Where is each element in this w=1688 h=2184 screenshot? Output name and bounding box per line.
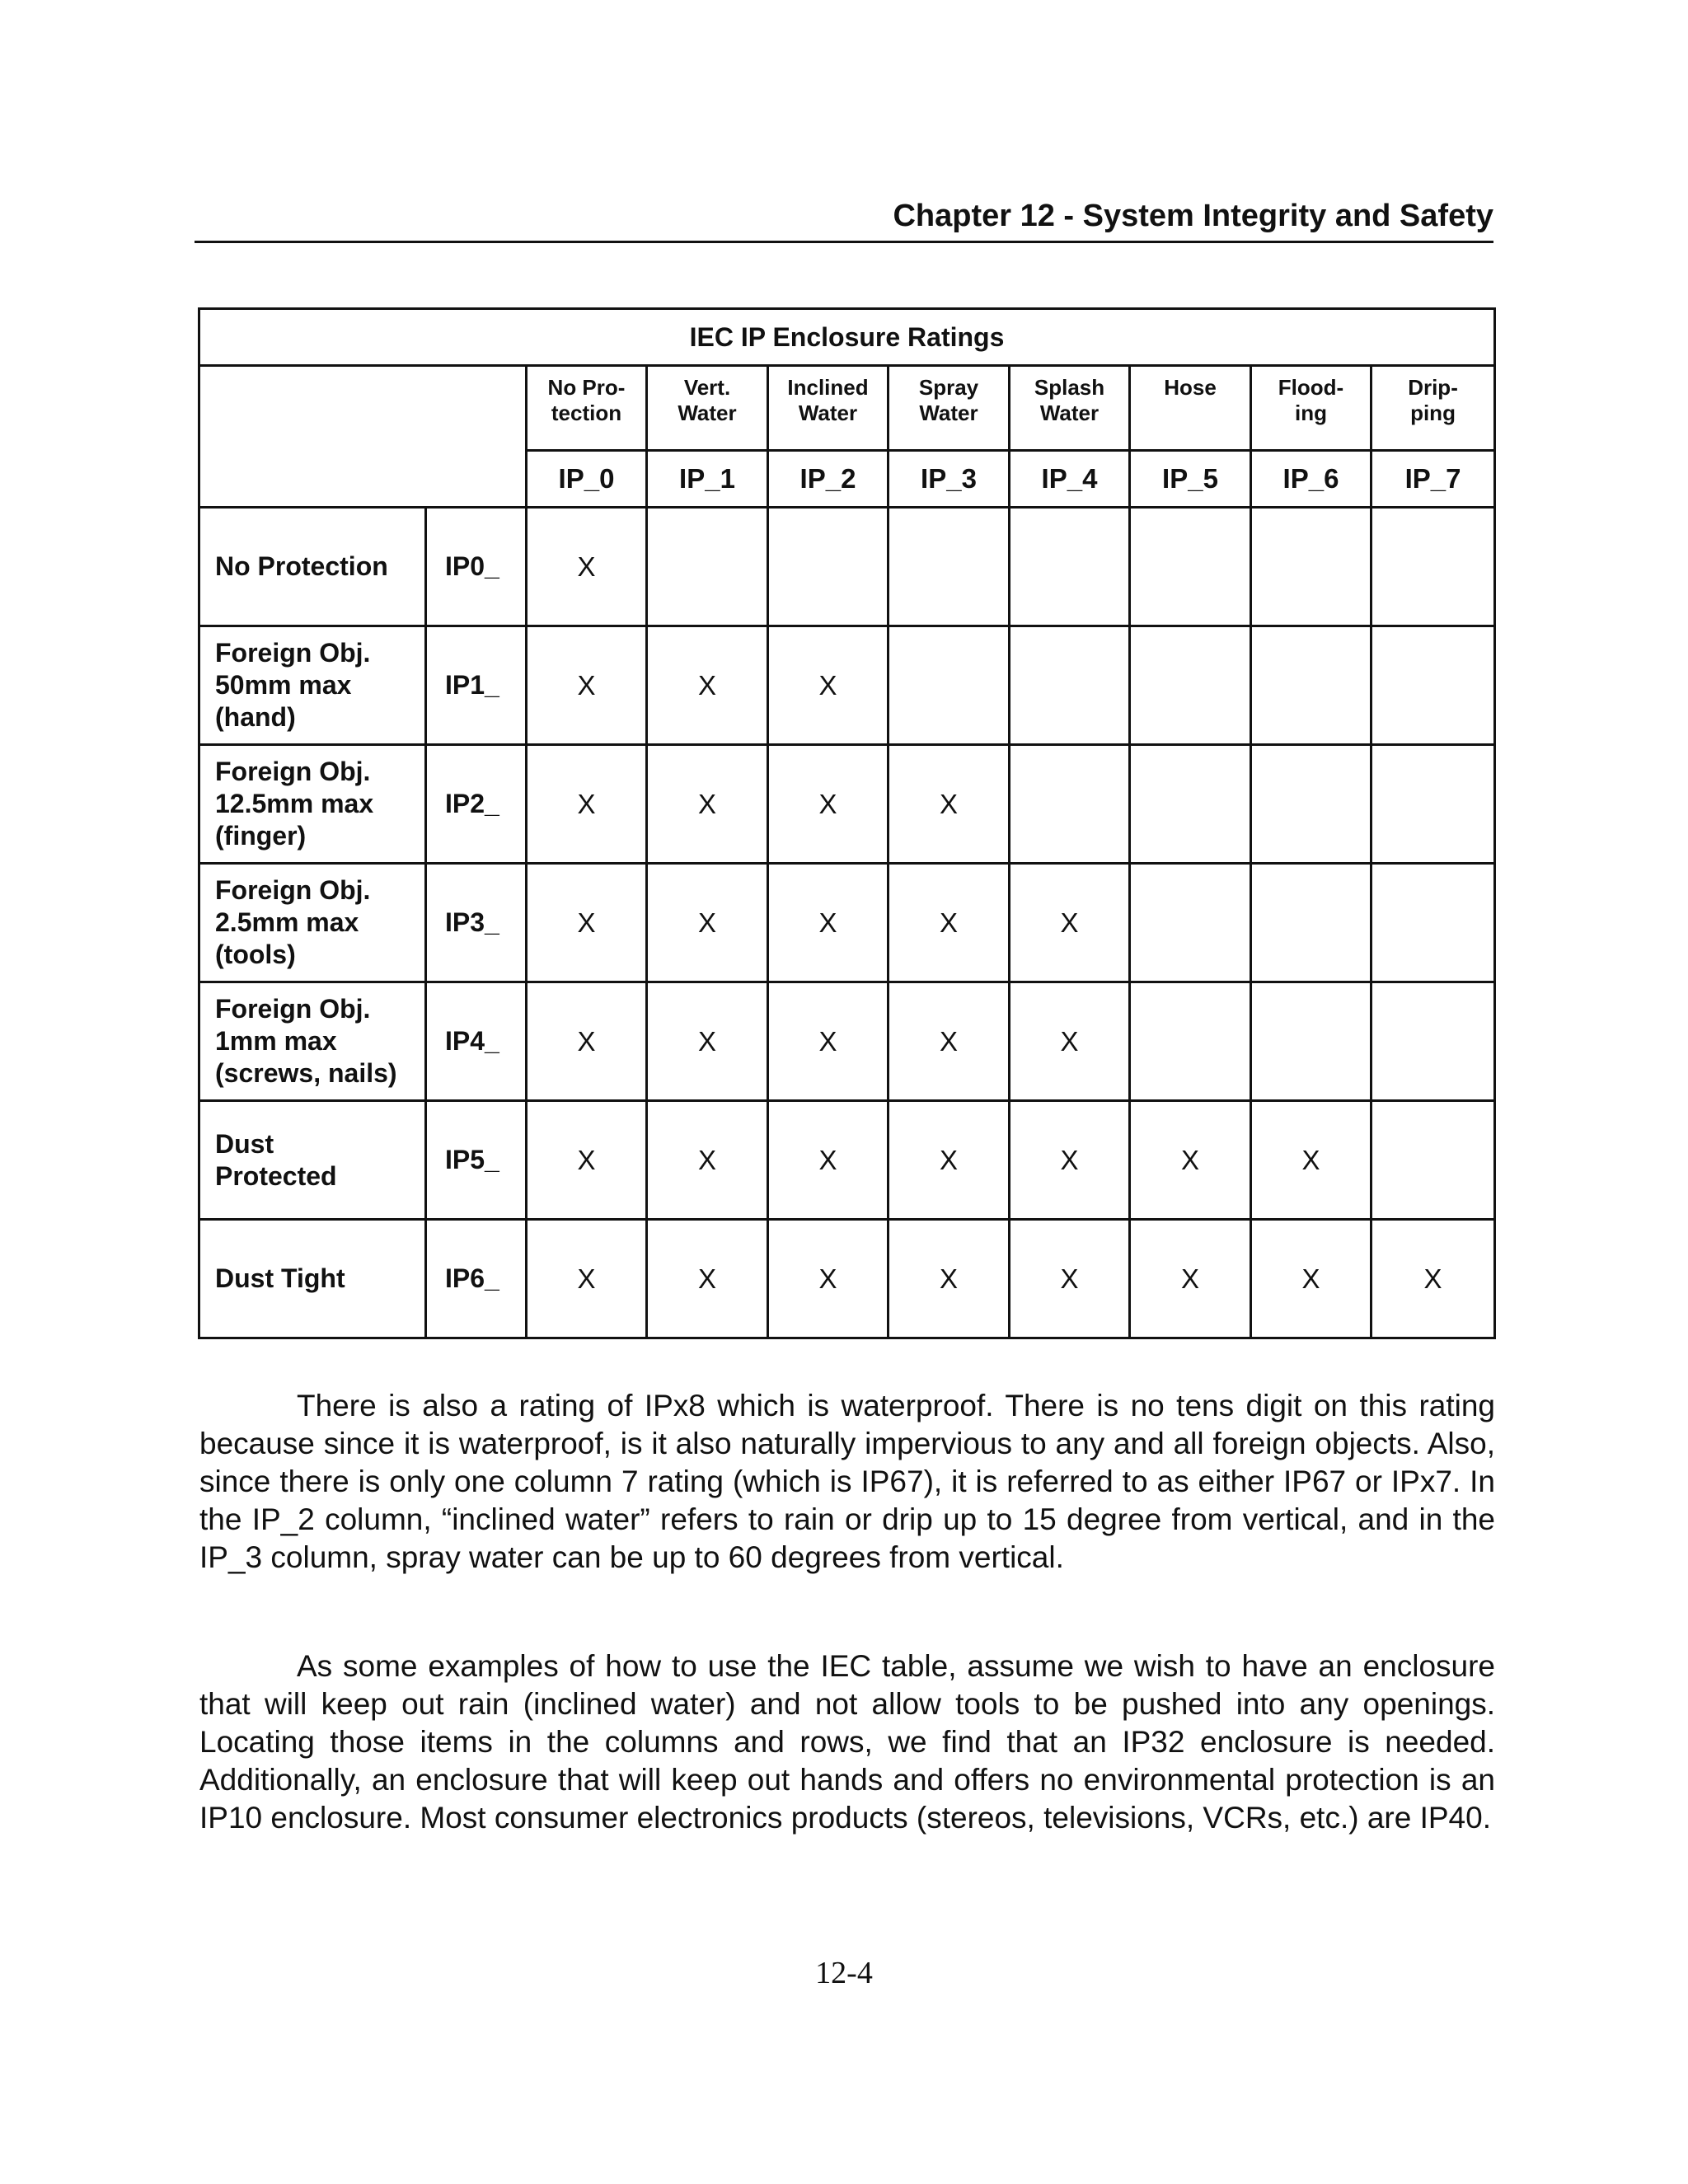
row-code: IP3_ bbox=[426, 864, 527, 982]
rating-cell: X bbox=[1130, 1101, 1251, 1220]
row-label-text: No Protection bbox=[215, 551, 388, 581]
column-code: IP_5 bbox=[1130, 451, 1251, 508]
rating-cell: X bbox=[768, 1101, 889, 1220]
rating-cell bbox=[1372, 508, 1495, 626]
rating-cell: X bbox=[647, 1101, 768, 1220]
column-code: IP_2 bbox=[768, 451, 889, 508]
row-label bbox=[199, 1101, 426, 1220]
rating-cell: X bbox=[889, 1220, 1010, 1338]
page-number: 12-4 bbox=[815, 1956, 873, 1990]
table-row bbox=[199, 1220, 1495, 1338]
rating-cell: X bbox=[768, 864, 889, 982]
rating-cell: X bbox=[527, 1220, 647, 1338]
chapter-header: Chapter 12 - System Integrity and Safety bbox=[195, 196, 1493, 243]
rating-cell: X bbox=[527, 745, 647, 864]
column-code: IP_4 bbox=[1010, 451, 1130, 508]
rating-cell bbox=[1130, 864, 1251, 982]
rating-cell: X bbox=[768, 626, 889, 745]
table-row bbox=[199, 1101, 1495, 1220]
row-label bbox=[199, 1220, 426, 1338]
rating-cell: X bbox=[1251, 1220, 1372, 1338]
table-row bbox=[199, 745, 1495, 864]
rating-cell: X bbox=[527, 982, 647, 1101]
rating-cell: X bbox=[647, 626, 768, 745]
column-code: IP_0 bbox=[527, 451, 647, 508]
rating-cell: X bbox=[527, 626, 647, 745]
rating-cell: X bbox=[647, 864, 768, 982]
row-label bbox=[199, 982, 426, 1101]
column-header-label: Vert. Water bbox=[678, 375, 737, 425]
row-label-text: Foreign Obj. 2.5mm max (tools) bbox=[215, 875, 371, 969]
row-label bbox=[199, 508, 426, 626]
table-row bbox=[199, 508, 1495, 626]
column-header bbox=[527, 366, 647, 451]
rating-cell bbox=[1130, 982, 1251, 1101]
row-label-text: Foreign Obj. 50mm max (hand) bbox=[215, 638, 371, 732]
rating-cell bbox=[1010, 745, 1130, 864]
column-code: IP_1 bbox=[647, 451, 768, 508]
row-label bbox=[199, 626, 426, 745]
rating-cell: X bbox=[889, 745, 1010, 864]
rating-cell: X bbox=[889, 1101, 1010, 1220]
row-code: IP2_ bbox=[426, 745, 527, 864]
rating-cell: X bbox=[1010, 982, 1130, 1101]
rating-cell: X bbox=[647, 745, 768, 864]
column-header bbox=[768, 366, 889, 451]
table-corner bbox=[199, 366, 527, 508]
row-label-text: Dust Protected bbox=[215, 1128, 337, 1191]
rating-cell: X bbox=[647, 1220, 768, 1338]
rating-cell: X bbox=[889, 982, 1010, 1101]
rating-cell: X bbox=[1010, 1101, 1130, 1220]
rating-cell: X bbox=[768, 745, 889, 864]
rating-cell: X bbox=[889, 864, 1010, 982]
rating-cell bbox=[1372, 864, 1495, 982]
column-header-label: No Pro- tection bbox=[547, 375, 626, 425]
row-code: IP6_ bbox=[426, 1220, 527, 1338]
row-label bbox=[199, 745, 426, 864]
rating-cell bbox=[647, 508, 768, 626]
rating-cell: X bbox=[1130, 1220, 1251, 1338]
rating-cell: X bbox=[647, 982, 768, 1101]
column-header-label: Splash Water bbox=[1034, 375, 1105, 425]
column-code: IP_6 bbox=[1251, 451, 1372, 508]
rating-cell bbox=[1251, 626, 1372, 745]
row-code: IP5_ bbox=[426, 1101, 527, 1220]
column-header bbox=[889, 366, 1010, 451]
row-label bbox=[199, 864, 426, 982]
rating-cell: X bbox=[1372, 1220, 1495, 1338]
column-header-label: Flood- ing bbox=[1278, 375, 1344, 425]
column-code: IP_7 bbox=[1372, 451, 1495, 508]
rating-cell bbox=[889, 508, 1010, 626]
rating-cell: X bbox=[527, 864, 647, 982]
column-header-label: Inclined Water bbox=[787, 375, 869, 425]
rating-cell bbox=[1251, 982, 1372, 1101]
rating-cell bbox=[768, 508, 889, 626]
column-header bbox=[1372, 366, 1495, 451]
row-code: IP4_ bbox=[426, 982, 527, 1101]
column-header bbox=[1130, 366, 1251, 451]
rating-cell bbox=[1372, 626, 1495, 745]
column-code: IP_3 bbox=[889, 451, 1010, 508]
rating-cell bbox=[1372, 1101, 1495, 1220]
rating-cell: X bbox=[1251, 1101, 1372, 1220]
rating-cell: X bbox=[1010, 864, 1130, 982]
row-label-text: Dust Tight bbox=[215, 1263, 345, 1293]
column-header bbox=[1010, 366, 1130, 451]
paragraph-examples: As some examples of how to use the IEC table, assume we wish to have an enclosure that will keep out rain (inclined water) and not allow tools to be pushed into any openings. Locating those items in the columns and rows, we find that an IP32 enclosure is needed. Additionally, an enclosure that will keep out hands and offers no environmental protection is an IP10 enclosure. Most consumer electronics products (stereos, televisions, VCRs, etc.) are IP40. bbox=[199, 1649, 1495, 1835]
column-header-label: Spray Water bbox=[918, 375, 979, 425]
row-label-text: Foreign Obj. 1mm max (screws, nails) bbox=[215, 994, 397, 1088]
rating-cell bbox=[1130, 745, 1251, 864]
column-header bbox=[647, 366, 768, 451]
rating-cell bbox=[1372, 982, 1495, 1101]
rating-cell: X bbox=[768, 982, 889, 1101]
rating-cell bbox=[1010, 626, 1130, 745]
table-row bbox=[199, 864, 1495, 982]
rating-cell: X bbox=[527, 508, 647, 626]
paragraph-ipx8: There is also a rating of IPx8 which is waterproof. There is no tens digit on this rating because since it is waterproof, is it also naturally impervious to any and all foreign objects. Also, since there is only one column 7 rating (which is IP67), it is referred to as either IP67 or IPx7. In the IP_2 column, “inclined water” refers to rain or drip up to 15 degree from vertical, and in the IP_3 column, spray water can be up to 60 degrees from vertical. bbox=[199, 1389, 1495, 1574]
rating-cell: X bbox=[527, 1101, 647, 1220]
column-header bbox=[1251, 366, 1372, 451]
rating-cell bbox=[1251, 508, 1372, 626]
column-header-label: Hose bbox=[1164, 375, 1217, 400]
rating-cell bbox=[1251, 745, 1372, 864]
row-code: IP1_ bbox=[426, 626, 527, 745]
column-header-label: Drip- ping bbox=[1408, 375, 1458, 425]
rating-cell bbox=[889, 626, 1010, 745]
rating-cell bbox=[1010, 508, 1130, 626]
rating-cell bbox=[1251, 864, 1372, 982]
ip-ratings-table bbox=[198, 307, 1496, 1339]
rating-cell bbox=[1130, 626, 1251, 745]
table-row bbox=[199, 626, 1495, 745]
table-title: IEC IP Enclosure Ratings bbox=[199, 309, 1495, 366]
row-label-text: Foreign Obj. 12.5mm max (finger) bbox=[215, 757, 374, 851]
rating-cell: X bbox=[1010, 1220, 1130, 1338]
table-row bbox=[199, 982, 1495, 1101]
row-code: IP0_ bbox=[426, 508, 527, 626]
rating-cell: X bbox=[768, 1220, 889, 1338]
rating-cell bbox=[1130, 508, 1251, 626]
rating-cell bbox=[1372, 745, 1495, 864]
